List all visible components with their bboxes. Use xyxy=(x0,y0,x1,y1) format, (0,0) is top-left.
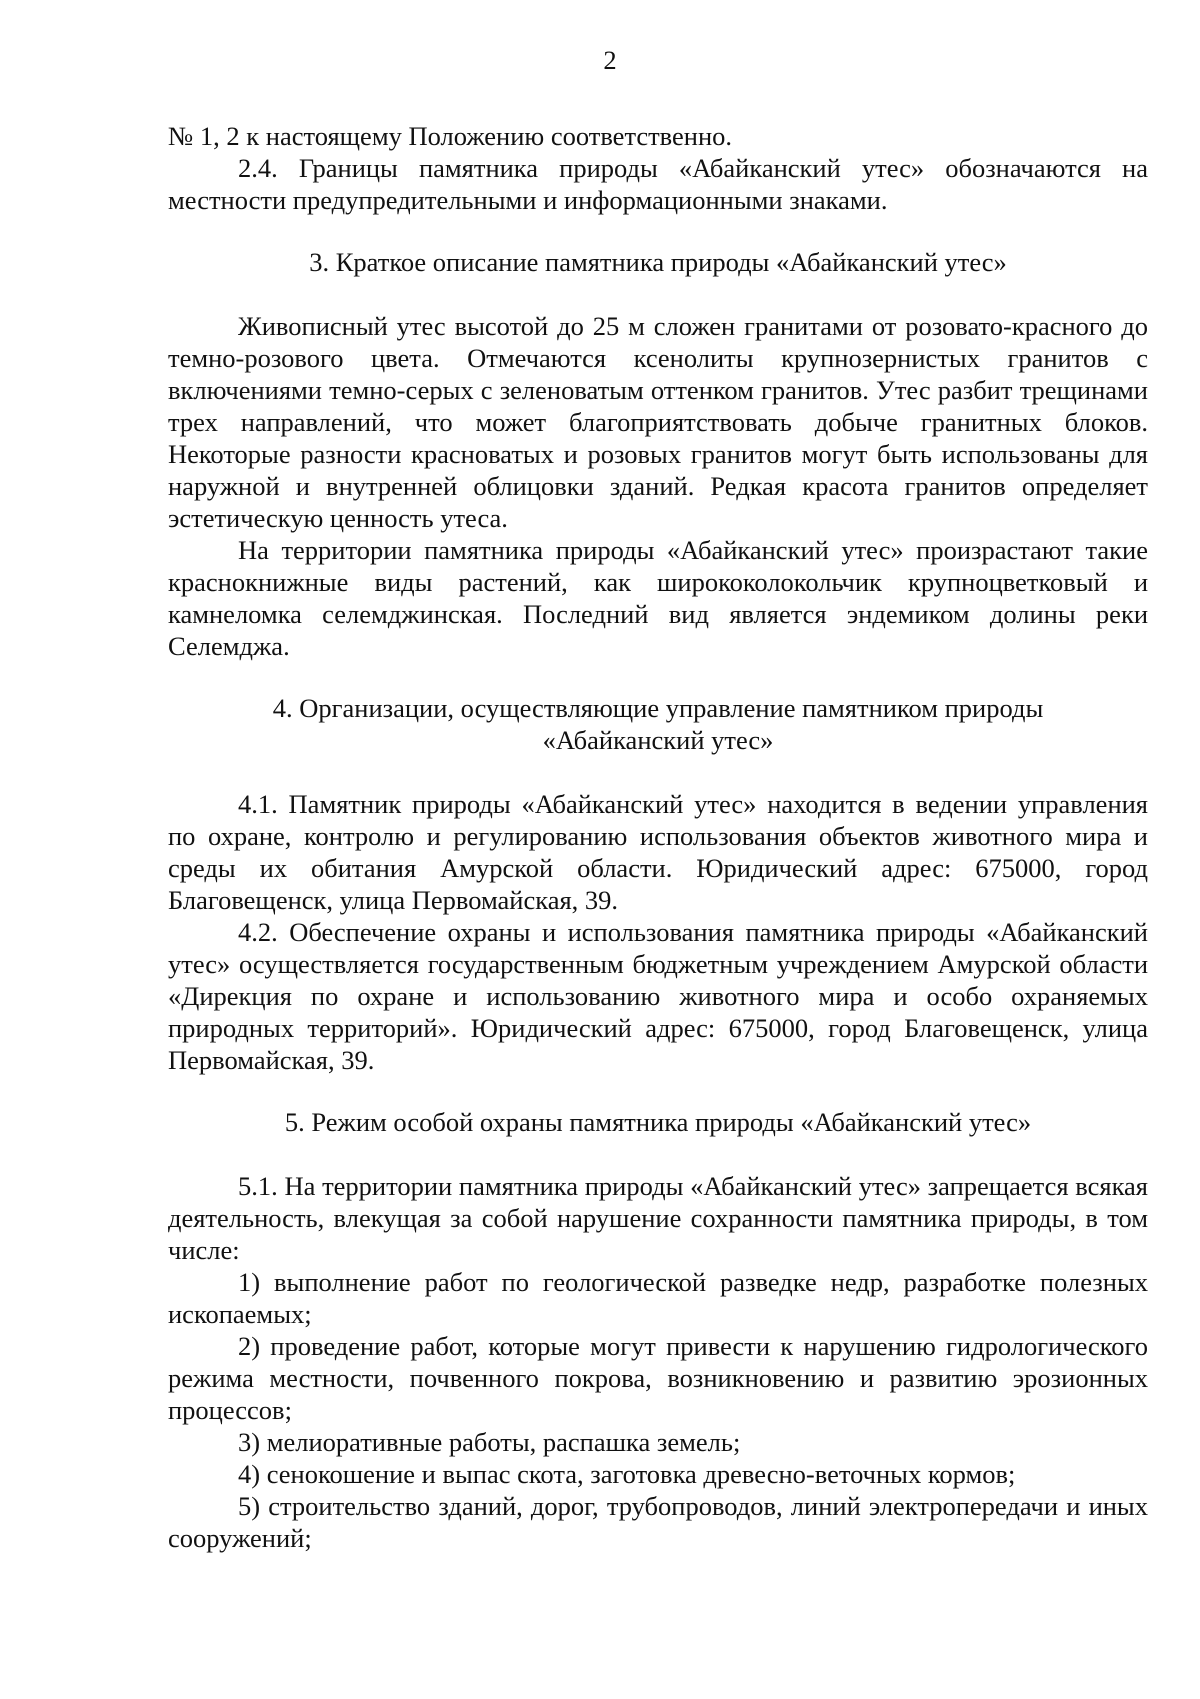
section-4-heading-line-1: 4. Организации, осуществляющие управление памятником природы xyxy=(272,693,1044,723)
paragraph-4-2: 4.2. Обеспечение охраны и использования памятника природы «Абайканский утес» осуществляется государственным бюджетным учреждением Амурской области «Дирекция по охране и использованию животного мира и особо охраняемых природных территорий». Юридический адрес: 675000, город Благовещенск, улица Первомайская, 39. xyxy=(168,917,1148,1075)
continuation-line: № 1, 2 к настоящему Положению соответственно. xyxy=(168,121,733,151)
section-5-heading: 5. Режим особой охраны памятника природы «Абайканский утес» xyxy=(284,1107,1032,1137)
list-item: 1) выполнение работ по геологической разведке недр, разработке полезных ископаемых; xyxy=(168,1267,1148,1329)
list-item: 5) строительство зданий, дорог, трубопроводов, линий электропередачи и иных сооружений; xyxy=(168,1491,1148,1553)
section-4-heading xyxy=(168,692,1148,756)
paragraph-4-1: 4.1. Памятник природы «Абайканский утес» находится в ведении управления по охране, контролю и регулированию использования объектов животного мира и среды их обитания Амурской области. Юридический адрес: 675000, город Благовещенск, улица Первомайская, 39. xyxy=(168,789,1148,915)
section-3-paragraph-2: На территории памятника природы «Абайканский утес» произрастают такие краснокнижные виды растений, как ширококолокольчик крупноцветковый и камнеломка селемджинская. Последний вид является эндемиком долины реки Селемджа. xyxy=(168,535,1148,661)
list-item: 3) мелиоративные работы, распашка земель; xyxy=(238,1427,741,1457)
section-3-heading: 3. Краткое описание памятника природы «Абайканский утес» xyxy=(309,247,1007,277)
section-4-heading-line-2: «Абайканский утес» xyxy=(542,725,774,755)
list-item: 2) проведение работ, которые могут привести к нарушению гидрологического режима местности, почвенного покрова, возникновению и развитию эрозионных процессов; xyxy=(168,1331,1148,1425)
paragraph-5-1: 5.1. На территории памятника природы «Абайканский утес» запрещается всякая деятельность, влекущая за собой нарушение сохранности памятника природы, в том числе: xyxy=(168,1171,1148,1265)
document-page xyxy=(168,44,1148,1554)
paragraph-2-4: 2.4. Границы памятника природы «Абайканский утес» обозначаются на местности предупредительными и информационными знаками. xyxy=(168,153,1148,215)
list-item: 4) сенокошение и выпас скота, заготовка древесно-веточных кормов; xyxy=(238,1459,1016,1489)
section-3-paragraph-1: Живописный утес высотой до 25 м сложен гранитами от розовато-красного до темно-розового цвета. Отмечаются ксенолиты крупнозернистых гранитов с включениями темно-серых с зеленоватым оттенком гранитов. Утес разбит трещинами трех направлений, что может благоприятствовать добыче гранитных блоков. Некоторые разности красноватых и розовых гранитов могут быть использованы для наружной и внутренней облицовки зданий. Редкая красота гранитов определяет эстетическую ценность утеса. xyxy=(168,311,1148,533)
page-number: 2 xyxy=(603,45,617,75)
